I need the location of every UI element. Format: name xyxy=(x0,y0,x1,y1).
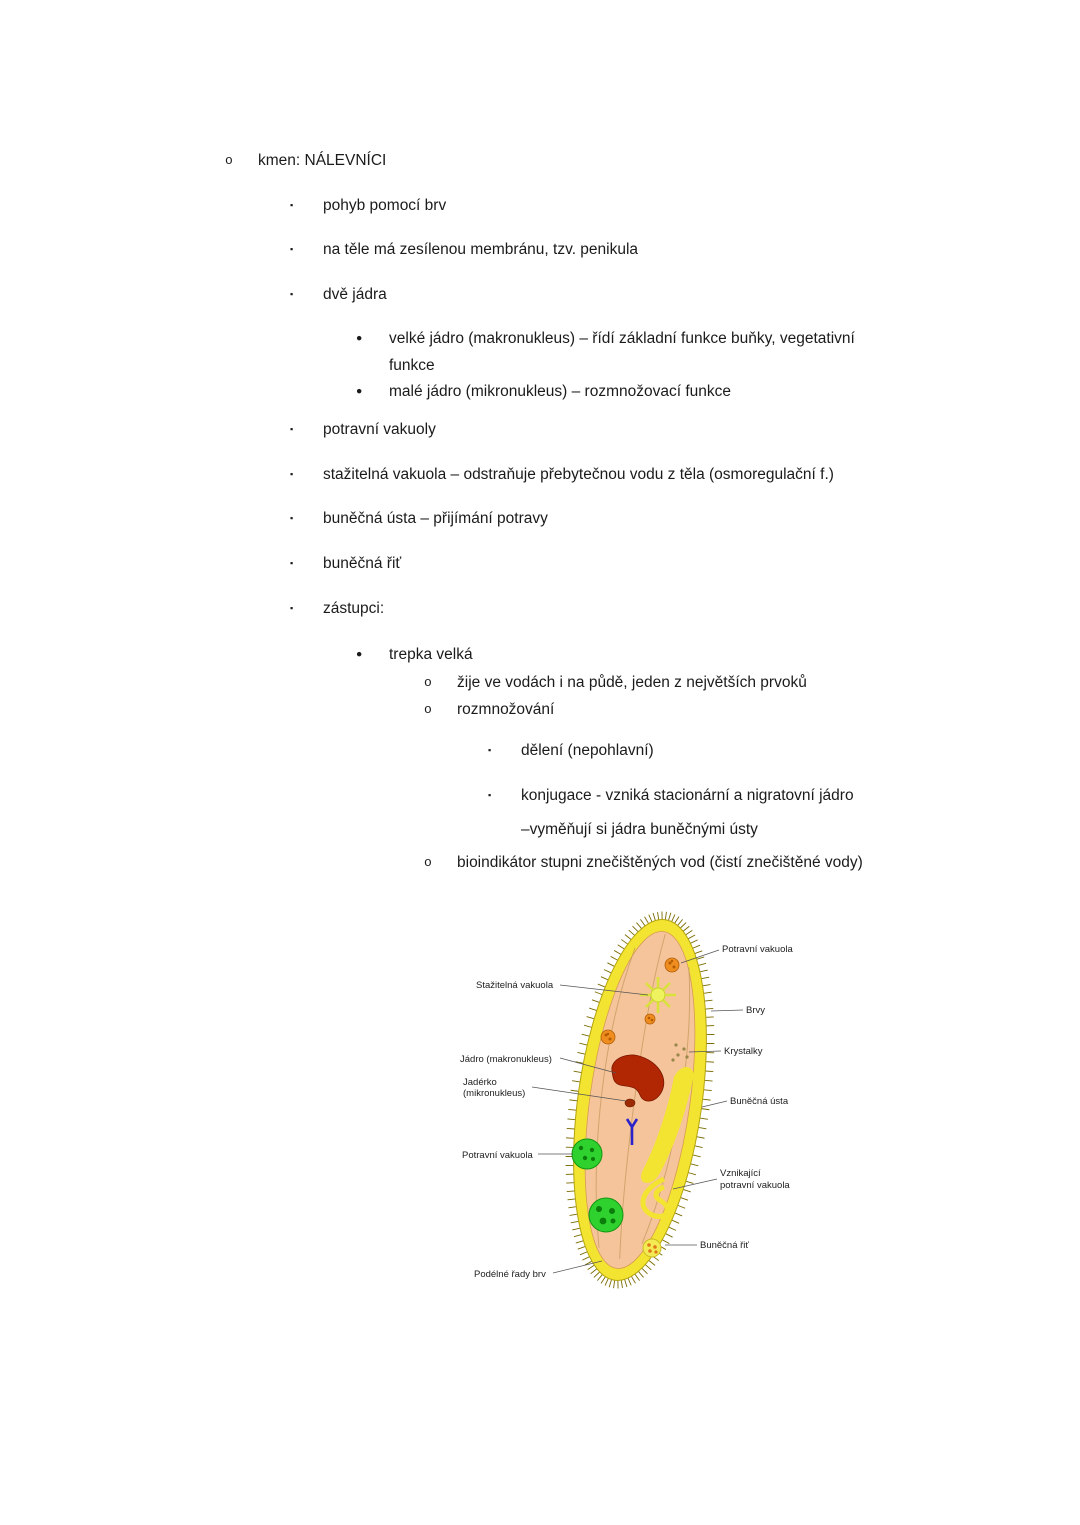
label-forming-vacuole-line2: potravní vakuola xyxy=(720,1180,790,1191)
list-item xyxy=(0,464,1080,485)
label-food-vacuole-right: Potravní vakuola xyxy=(722,944,793,955)
bullet-circle-icon: o xyxy=(424,855,432,870)
bullet-square-icon: ▪ xyxy=(290,200,294,210)
bullet-circle-icon: o xyxy=(424,675,432,690)
list-item xyxy=(0,672,1080,693)
bullet-square-icon: ▪ xyxy=(290,424,294,434)
list-item xyxy=(0,195,1080,216)
bullet-circle-icon: o xyxy=(225,153,233,168)
label-crystals: Krystalky xyxy=(724,1046,763,1057)
list-item-text: dvě jádra xyxy=(323,286,387,303)
list-item-text: rozmnožování xyxy=(457,701,555,718)
label-line xyxy=(702,1101,727,1107)
list-item-text: na těle má zesílenou membránu, tzv. penikula xyxy=(323,241,639,258)
list-item xyxy=(0,785,1080,840)
list-item-text: stažitelná vakuola – odstraňuje přebytečnou vodu z těla (osmoregulační f.) xyxy=(323,466,834,483)
label-contractile-vacuole: Stažitelná vakuola xyxy=(476,980,554,991)
bullet-square-icon: ▪ xyxy=(290,603,294,613)
list-item-text: dělení (nepohlavní) xyxy=(521,742,654,759)
list-item-text: malé jádro (mikronukleus) – rozmnožovací funkce xyxy=(389,383,731,400)
cell-body xyxy=(544,902,736,1298)
list-item-text xyxy=(521,785,1080,840)
label-anal-pore: Buněčná řiť xyxy=(700,1240,749,1251)
label-food-vacuole-left: Potravní vakuola xyxy=(462,1150,533,1161)
list-item xyxy=(0,284,1080,305)
list-item-text: pohyb pomocí brv xyxy=(323,197,447,214)
bullet-square-icon: ▪ xyxy=(290,469,294,479)
list-item xyxy=(0,325,1080,379)
bullet-circle-icon: o xyxy=(424,702,432,717)
list-item xyxy=(0,239,1080,260)
list-item xyxy=(0,598,1080,619)
list-item-line: funkce xyxy=(389,357,435,374)
label-micronucleus-line1: Jadérko xyxy=(463,1077,497,1088)
list-item-text: kmen: NÁLEVNÍCI xyxy=(258,152,387,169)
bullet-square-icon: ▪ xyxy=(290,513,294,523)
list-item xyxy=(0,419,1080,440)
list-item-text xyxy=(389,325,1080,379)
list-item-text: trepka velká xyxy=(389,646,473,663)
list-item-text: zástupci: xyxy=(323,600,385,617)
label-cell-mouth: Buněčná ústa xyxy=(730,1096,789,1107)
list-item-line: –vyměňují si jádra buněčnými ústy xyxy=(521,821,758,838)
label-cilia-rows: Podélné řady brv xyxy=(474,1269,546,1280)
list-item xyxy=(0,381,1080,402)
label-micronucleus-line2: (mikronukleus) xyxy=(463,1088,526,1099)
label-line xyxy=(553,1261,602,1273)
bullet-square-icon: ▪ xyxy=(488,745,492,755)
label-forming-vacuole-line1: Vznikající xyxy=(720,1168,761,1179)
list-item xyxy=(0,644,1080,665)
paramecium-diagram xyxy=(440,901,812,1331)
bullet-disc-icon: ● xyxy=(356,385,363,397)
list-item xyxy=(0,150,1080,171)
label-macronucleus: Jádro (makronukleus) xyxy=(460,1054,552,1065)
label-line xyxy=(711,1010,743,1011)
paramecium-figure xyxy=(440,901,812,1331)
list-item xyxy=(0,508,1080,529)
list-item-line: velké jádro (makronukleus) – řídí základní funkce buňky, vegetativní xyxy=(389,330,855,347)
label-cilia: Brvy xyxy=(746,1005,765,1016)
list-item xyxy=(0,740,1080,761)
list-item xyxy=(0,699,1080,720)
bullet-square-icon: ▪ xyxy=(290,289,294,299)
list-item-text: buněčná ústa – přijímání potravy xyxy=(323,510,548,527)
list-item-text: bioindikátor stupni znečištěných vod (čistí znečištěné vody) xyxy=(457,854,863,871)
bullet-square-icon: ▪ xyxy=(488,790,492,800)
anal-pore xyxy=(643,1239,661,1257)
list-item-text: žije ve vodách i na půdě, jeden z největších prvoků xyxy=(457,674,807,691)
list-item xyxy=(0,852,1080,873)
bullet-square-icon: ▪ xyxy=(290,244,294,254)
list-item xyxy=(0,553,1080,574)
bullet-square-icon: ▪ xyxy=(290,558,294,568)
list-item-text: potravní vakuoly xyxy=(323,421,436,438)
list-item-text: buněčná řiť xyxy=(323,555,402,572)
bullet-disc-icon: ● xyxy=(356,648,363,660)
micronucleus xyxy=(625,1099,635,1107)
list-item-line: konjugace - vzniká stacionární a nigratovní jádro xyxy=(521,787,854,804)
bullet-disc-icon: ● xyxy=(356,332,363,344)
